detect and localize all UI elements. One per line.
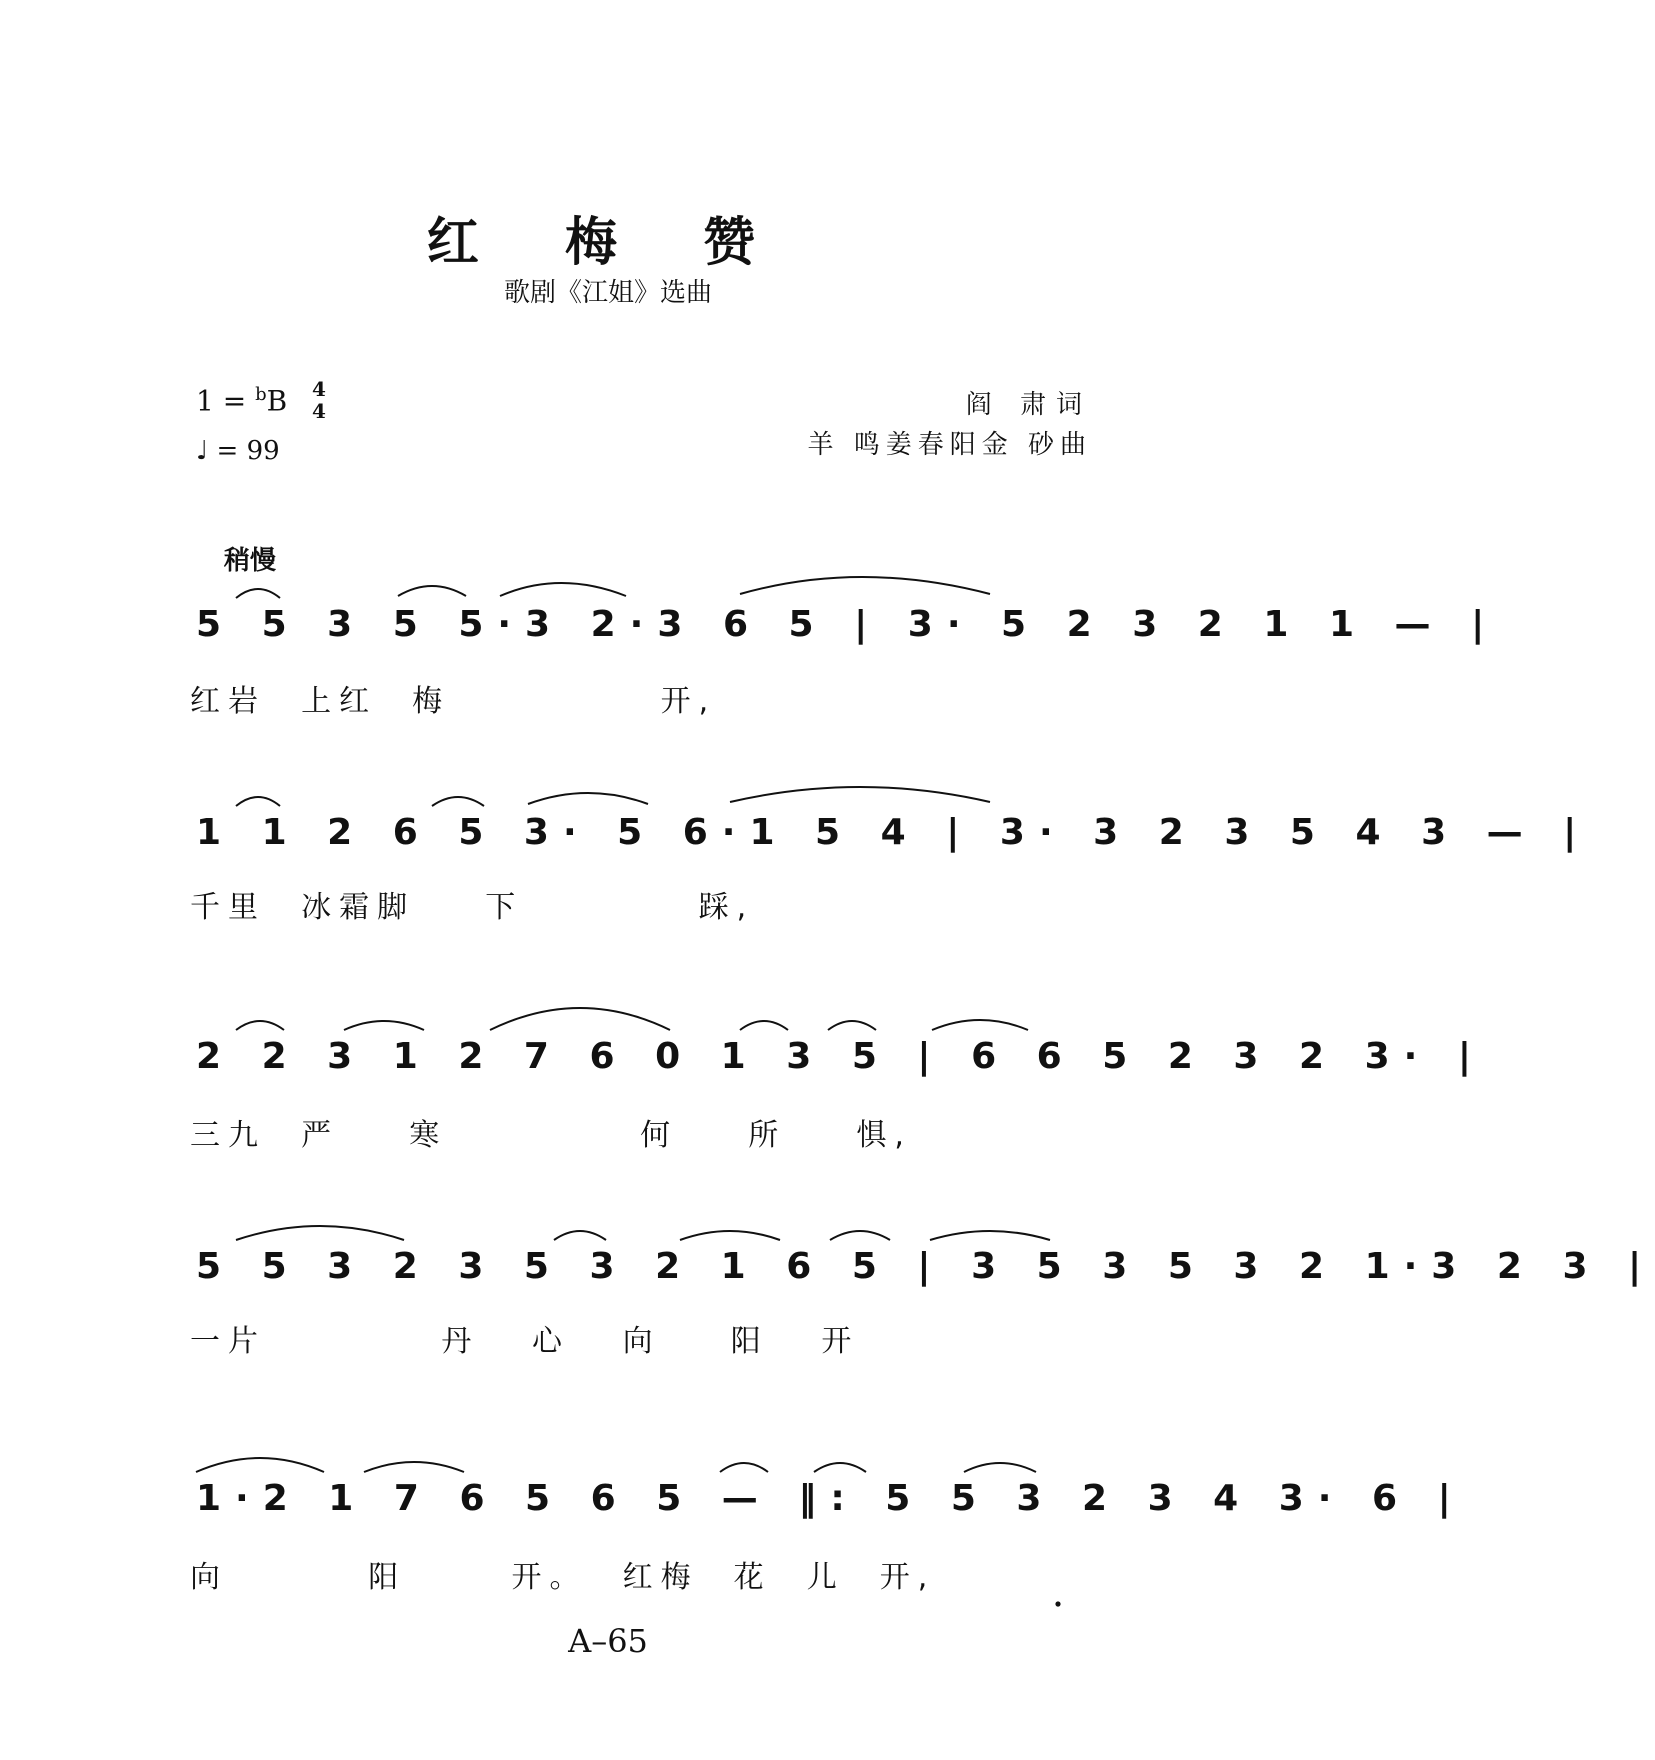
notes-line: 1 1 2 6 5 3· 5 6·1 5 4 | 3· 3 2 3 5 4 3 — | [196, 812, 1591, 853]
slur-arc [432, 797, 484, 806]
slur-arc [932, 1020, 1028, 1030]
slur-arc [680, 1231, 780, 1240]
notes-line: 1·2 1 7 6 5 6 5 — ‖: 5 5 3 2 3 4 3· 6 | [196, 1478, 1465, 1519]
lyricist-credit: 阎 肃词 [965, 390, 1092, 420]
flat-sign: b [255, 384, 267, 405]
lyrics-line: 一片 丹 心 向 阳 开 [190, 1324, 860, 1359]
slur-arc [236, 797, 280, 806]
slur-arc [528, 793, 648, 804]
lyrics-line: 向 阳 开。 红梅 花 儿 开, [190, 1560, 936, 1595]
slur-arc [730, 787, 990, 802]
key-prefix: 1 = [196, 384, 247, 418]
slur-arc [740, 577, 990, 594]
slur-arc [930, 1231, 1050, 1240]
slur-arc [490, 1008, 670, 1030]
notes-line: 5 5 3 5 5·3 2·3 6 5 | 3· 5 2 3 2 1 1 — | [196, 604, 1499, 645]
notes-line: 5 5 3 2 3 5 3 2 1 6 5 | 3 5 3 5 3 2 1·3 2 3 | [196, 1246, 1655, 1287]
page-number: A–65 [568, 1622, 648, 1660]
slur-arc [720, 1463, 768, 1472]
song-subtitle: 歌剧《江姐》选曲 [503, 278, 712, 308]
slur-arc [830, 1231, 890, 1240]
notes-line: 2 2 3 1 2 7 6 0 1 3 5 | 6 6 5 2 3 2 3· | [196, 1036, 1485, 1077]
tempo-value: = 99 [216, 436, 280, 466]
slur-arc [236, 1226, 404, 1240]
slur-arc [554, 1231, 606, 1240]
slur-arc [364, 1462, 464, 1472]
slur-arc [344, 1021, 424, 1030]
song-title: 红 梅 赞 [426, 213, 790, 273]
slur-arc [740, 1021, 788, 1030]
key-note: B [266, 384, 288, 418]
slur-arc [196, 1458, 324, 1472]
lyrics-line: 千里 冰霜脚 下 踩, [190, 890, 755, 925]
lyrics-line: 红岩 上红 梅 开, [190, 684, 717, 719]
slur-arc [964, 1463, 1036, 1472]
time-bottom: 4 [312, 399, 326, 423]
slur-arc [828, 1021, 876, 1030]
composer-credit: 羊 鸣姜春阳金 砂曲 [807, 430, 1092, 460]
slur-arc [398, 586, 466, 596]
expression-marking: 稍慢 [224, 546, 277, 576]
slur-arc [500, 583, 626, 596]
lyrics-line: 三九 严 寒 何 所 惧, [190, 1118, 912, 1153]
slur-arc [236, 1021, 284, 1030]
slur-arc [236, 589, 280, 598]
quarter-note-icon: ♩ [196, 436, 209, 466]
time-top: 4 [312, 377, 326, 401]
octave-dot [1055, 1601, 1060, 1606]
slur-arc [814, 1463, 866, 1472]
